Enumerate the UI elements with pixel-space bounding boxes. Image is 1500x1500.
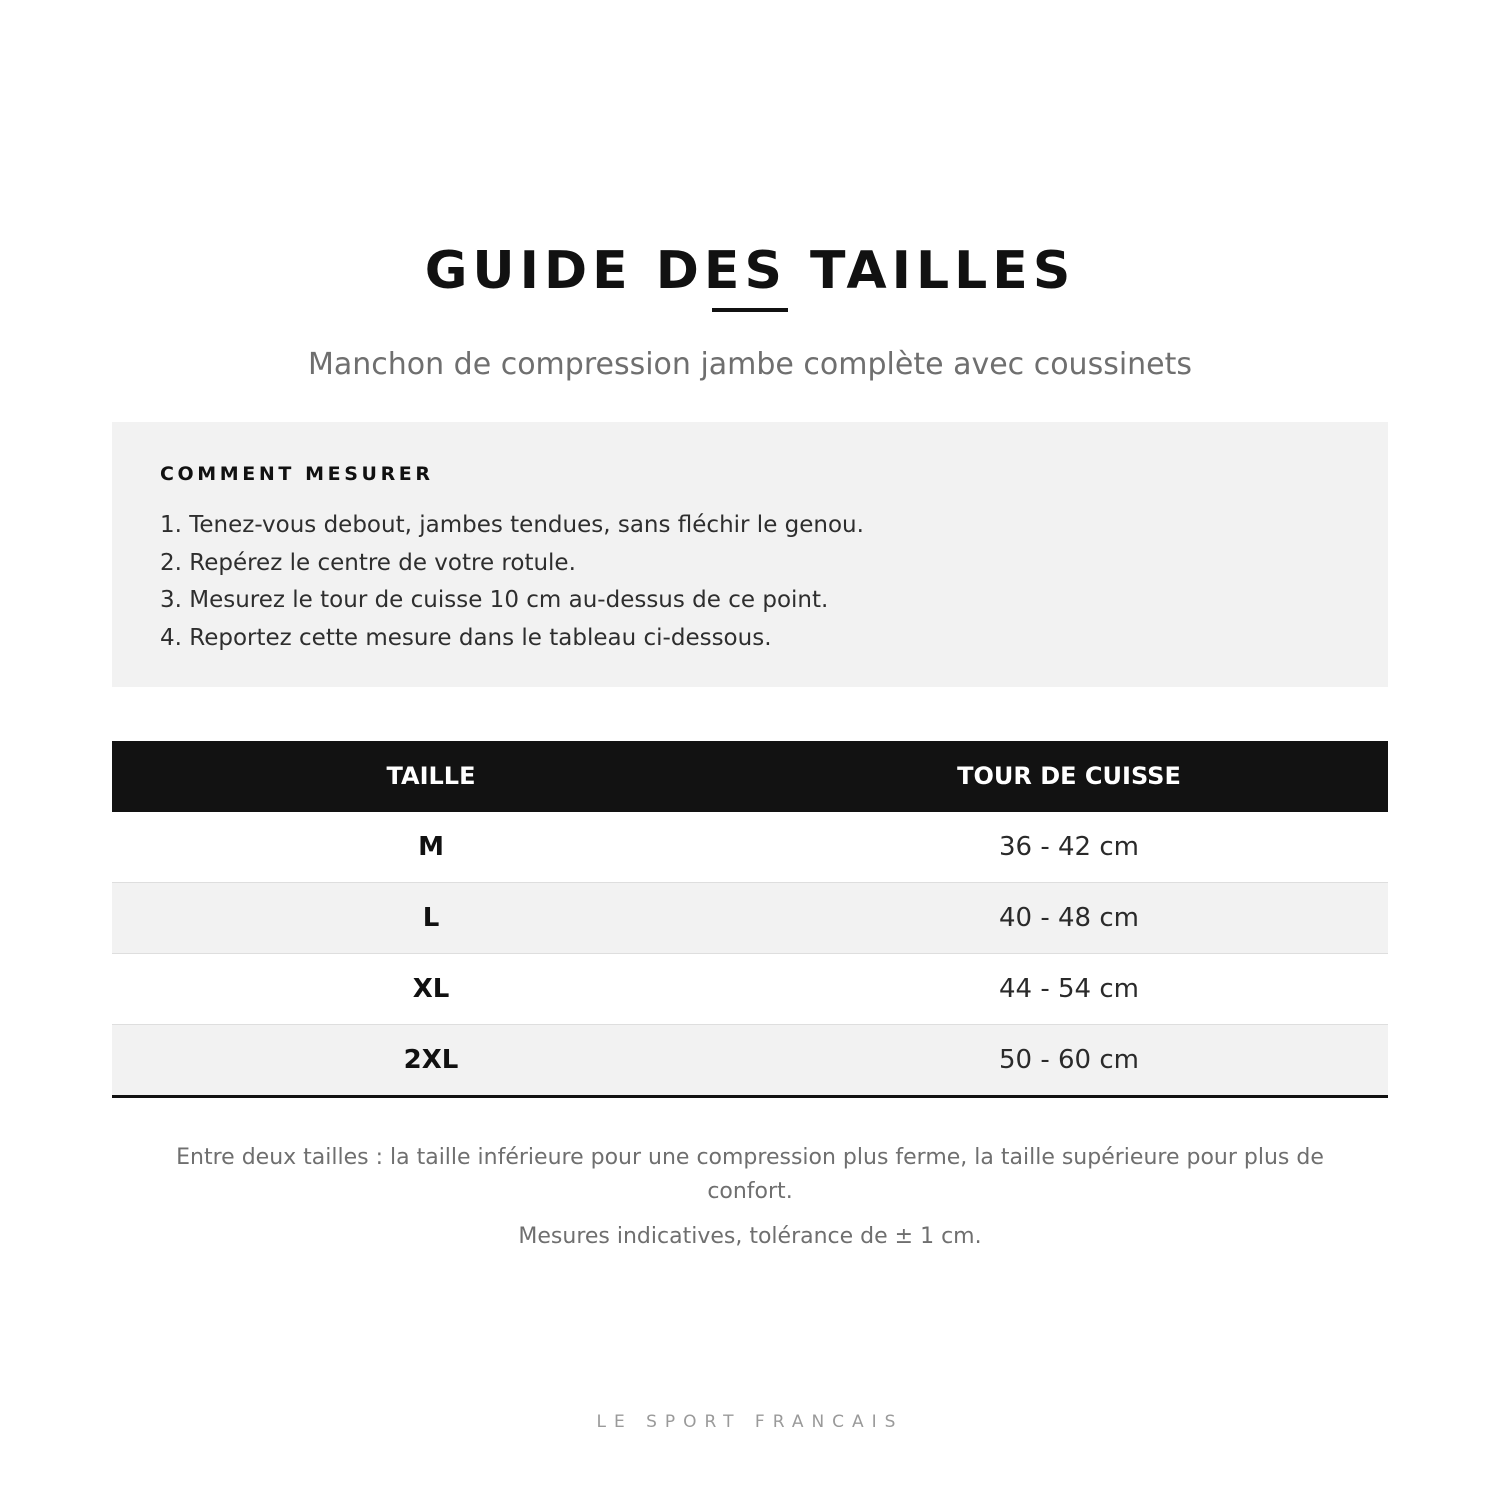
thigh-cell: 44 - 54 cm	[999, 974, 1139, 1004]
thigh-cell: 36 - 42 cm	[999, 832, 1139, 862]
how-to-measure-title: COMMENT MESURER	[160, 463, 434, 485]
measure-step: 2. Repérez le centre de votre rotule.	[160, 549, 576, 576]
measure-step: 1. Tenez-vous debout, jambes tendues, sans fléchir le genou.	[160, 512, 864, 538]
measure-step: 4. Reportez cette mesure dans le tableau ci-dessous.	[160, 624, 772, 651]
table-header-row	[112, 741, 1388, 812]
measure-step: 3. Mesurez le tour de cuisse 10 cm au-dessus de ce point.	[160, 587, 829, 613]
size-table	[112, 741, 1388, 1098]
column-header-thigh: TOUR DE CUISSE	[957, 762, 1181, 790]
page-title: GUIDE DES TAILLES	[424, 241, 1076, 301]
table-row	[112, 812, 1388, 883]
size-cell: M	[418, 832, 444, 862]
size-cell: 2XL	[403, 1045, 459, 1075]
between-sizes-note: Entre deux tailles : la taille inférieure pour une compression plus ferme, la taille supérieure pour plus de confort.	[176, 1145, 1324, 1204]
size-cell: L	[422, 903, 440, 933]
title-underline	[712, 308, 788, 312]
table-row	[112, 883, 1388, 954]
table-row	[112, 954, 1388, 1025]
brand-footer: LE SPORT FRANCAIS	[596, 1412, 904, 1432]
thigh-cell: 50 - 60 cm	[999, 1045, 1139, 1075]
product-subtitle: Manchon de compression jambe complète avec coussinets	[307, 347, 1193, 382]
tolerance-note: Mesures indicatives, tolérance de ± 1 cm.	[518, 1224, 982, 1249]
column-header-size: TAILLE	[386, 762, 476, 790]
size-cell: XL	[412, 974, 450, 1004]
table-row	[112, 1025, 1388, 1098]
thigh-cell: 40 - 48 cm	[999, 903, 1139, 933]
measure-steps-list	[160, 507, 864, 657]
